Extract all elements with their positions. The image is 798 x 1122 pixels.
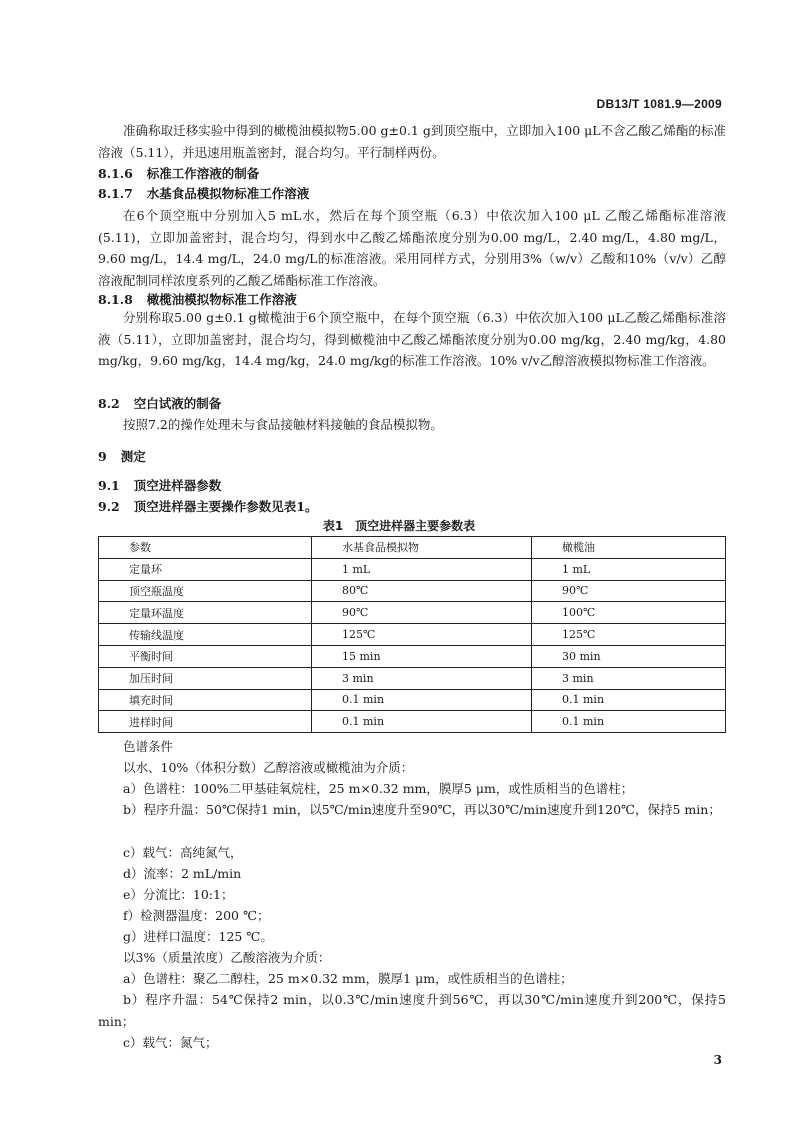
table-row bbox=[99, 645, 726, 667]
medium-acetic-acid: 以3%（质量浓度）乙酸溶液为介质： bbox=[123, 950, 331, 965]
item-a-column-2: a）色谱柱：聚乙二醇柱，25 m×0.32 mm，膜厚1 μm，或性质相当的色谱柱； bbox=[123, 971, 573, 986]
table-cell: 0.1 min bbox=[312, 689, 532, 711]
table-cell: 90℃ bbox=[312, 602, 532, 624]
table-header-cell: 参数 bbox=[99, 537, 312, 559]
table-row bbox=[99, 558, 726, 580]
table-row bbox=[99, 580, 726, 602]
heading-9-2 bbox=[98, 496, 317, 517]
table-cell: 125℃ bbox=[312, 624, 532, 646]
heading-9 bbox=[98, 446, 146, 467]
heading-8-1-6 bbox=[98, 163, 259, 184]
headspace-parameters-table bbox=[98, 536, 726, 733]
item-d-flow-rate: d）流率：2 mL/min bbox=[123, 866, 242, 881]
section-number: 8.1.7 bbox=[98, 186, 133, 201]
table-caption: 表1 顶空进样器主要参数表 bbox=[322, 519, 476, 533]
table-cell: 传输线温度 bbox=[99, 624, 312, 646]
table-cell: 30 min bbox=[532, 645, 726, 667]
intro-paragraph: 准确称取迁移实验中得到的橄榄油模拟物5.00 g±0.1 g到顶空瓶中，立即加入100 μL不含乙酸乙烯酯的标准溶液（5.11），并迅速用瓶盖密封，混合均匀。平行制样两份。 bbox=[98, 123, 726, 160]
section-number: 9.2 bbox=[98, 499, 120, 514]
section-number: 8.1.8 bbox=[98, 292, 133, 307]
section-title: 水基食品模拟物标准工作溶液 bbox=[146, 186, 310, 201]
table-cell: 定量环温度 bbox=[99, 602, 312, 624]
item-e-split-ratio: e）分流比：10:1； bbox=[123, 887, 234, 902]
table-cell: 3 min bbox=[532, 667, 726, 689]
section-title: 顶空进样器参数 bbox=[133, 478, 222, 493]
chromatography-title: 色谱条件 bbox=[123, 739, 174, 754]
table-cell: 1 mL bbox=[312, 558, 532, 580]
heading-8-1-7 bbox=[98, 183, 309, 204]
item-g-inlet-temperature: g）进样口温度：125 ℃。 bbox=[123, 929, 273, 944]
section-number: 8.2 bbox=[98, 396, 120, 411]
table-cell: 进样时间 bbox=[99, 711, 312, 733]
item-f-detector-temperature: f）检测器温度：200 ℃； bbox=[123, 908, 270, 923]
table-cell: 0.1 min bbox=[312, 711, 532, 733]
page-number: 3 bbox=[713, 1053, 722, 1067]
document-code: DB13/T 1081.9—2009 bbox=[596, 97, 722, 111]
table-cell: 0.1 min bbox=[532, 711, 726, 733]
table-header-cell: 水基食品模拟物 bbox=[312, 537, 532, 559]
table-cell: 填充时间 bbox=[99, 689, 312, 711]
table-cell: 定量环 bbox=[99, 558, 312, 580]
table-cell: 加压时间 bbox=[99, 667, 312, 689]
table-cell: 1 mL bbox=[532, 558, 726, 580]
item-b-temperature-program-2: b）程序升温：54℃保持2 min，以0.3℃/min速度升到56℃，再以30℃/min速度升到200℃，保持5 min； bbox=[98, 992, 726, 1029]
table-header-cell: 橄榄油 bbox=[532, 537, 726, 559]
table-cell: 125℃ bbox=[532, 624, 726, 646]
medium-water-ethanol-oil: 以水、10%（体积分数）乙醇溶液或橄榄油为介质： bbox=[123, 760, 414, 775]
table-cell: 平衡时间 bbox=[99, 645, 312, 667]
item-a-column: a）色谱柱：100%二甲基硅氧烷柱，25 m×0.32 mm，膜厚5 μm，或性质相当的色谱柱； bbox=[123, 781, 634, 796]
section-number: 8.1.6 bbox=[98, 166, 133, 181]
table-cell: 15 min bbox=[312, 645, 532, 667]
item-b-temperature-program: b）程序升温：50℃保持1 min，以5℃/min速度升至90℃，再以30℃/min速度升到120℃，保持5 min； bbox=[123, 802, 721, 817]
heading-9-1 bbox=[98, 475, 221, 496]
section-number: 9.1 bbox=[98, 478, 120, 493]
paragraph-8-1-7: 在6个顶空瓶中分别加入5 mL水，然后在每个顶空瓶（6.3）中依次加入100 μL 乙酸乙烯酯标准溶液(5.11)，立即加盖密封，混合均匀，得到水中乙酸乙烯酯浓度分别为0.00 mg/L，2.40 mg/L，4.80 mg/L，9.60 mg/L，14.4 mg/L，24.0 mg/L的标准溶液。采用同样方式，分别用3%（w/v）乙酸和10%（v/v）乙醇溶液配制同样浓度系列的乙酸乙烯酯标准工作溶液。 bbox=[98, 208, 726, 288]
table-row bbox=[99, 624, 726, 646]
table-row bbox=[99, 667, 726, 689]
table-cell: 顶空瓶温度 bbox=[99, 580, 312, 602]
section-title: 测定 bbox=[120, 449, 146, 464]
section-title: 顶空进样器主要操作参数见表1。 bbox=[133, 499, 318, 514]
heading-8-2 bbox=[98, 393, 221, 414]
table-cell: 80℃ bbox=[312, 580, 532, 602]
paragraph-8-2: 按照7.2的操作处理未与食品接触材料接触的食品模拟物。 bbox=[123, 417, 443, 432]
section-title: 标准工作溶液的制备 bbox=[146, 166, 260, 181]
paragraph-8-1-8: 分别称取5.00 g±0.1 g橄榄油于6个顶空瓶中，在每个顶空瓶（6.3）中依次加入100 μL乙酸乙烯酯标准溶液（5.11），立即加盖密封，混合均匀，得到橄榄油中乙酸乙烯酯浓度分别为0.00 mg/kg，2.40 mg/kg，4.80 mg/kg，9.60 mg/kg，14.4 mg/kg，24.0 mg/kg的标准工作溶液。10% v/v乙醇溶液模拟物标准工作溶液。 bbox=[98, 310, 726, 368]
table-cell: 0.1 min bbox=[532, 689, 726, 711]
item-c-carrier-gas-2: c）载气：氮气； bbox=[123, 1035, 218, 1050]
section-title: 橄榄油模拟物标准工作溶液 bbox=[146, 292, 297, 307]
item-c-carrier-gas: c）载气：高纯氮气， bbox=[123, 845, 243, 860]
table-row bbox=[99, 711, 726, 733]
table-row bbox=[99, 689, 726, 711]
table-cell: 100℃ bbox=[532, 602, 726, 624]
section-number: 9 bbox=[98, 449, 107, 464]
table-cell: 90℃ bbox=[532, 580, 726, 602]
table-row bbox=[99, 602, 726, 624]
table-cell: 3 min bbox=[312, 667, 532, 689]
section-title: 空白试液的制备 bbox=[133, 396, 222, 411]
table-header-row bbox=[99, 537, 726, 559]
